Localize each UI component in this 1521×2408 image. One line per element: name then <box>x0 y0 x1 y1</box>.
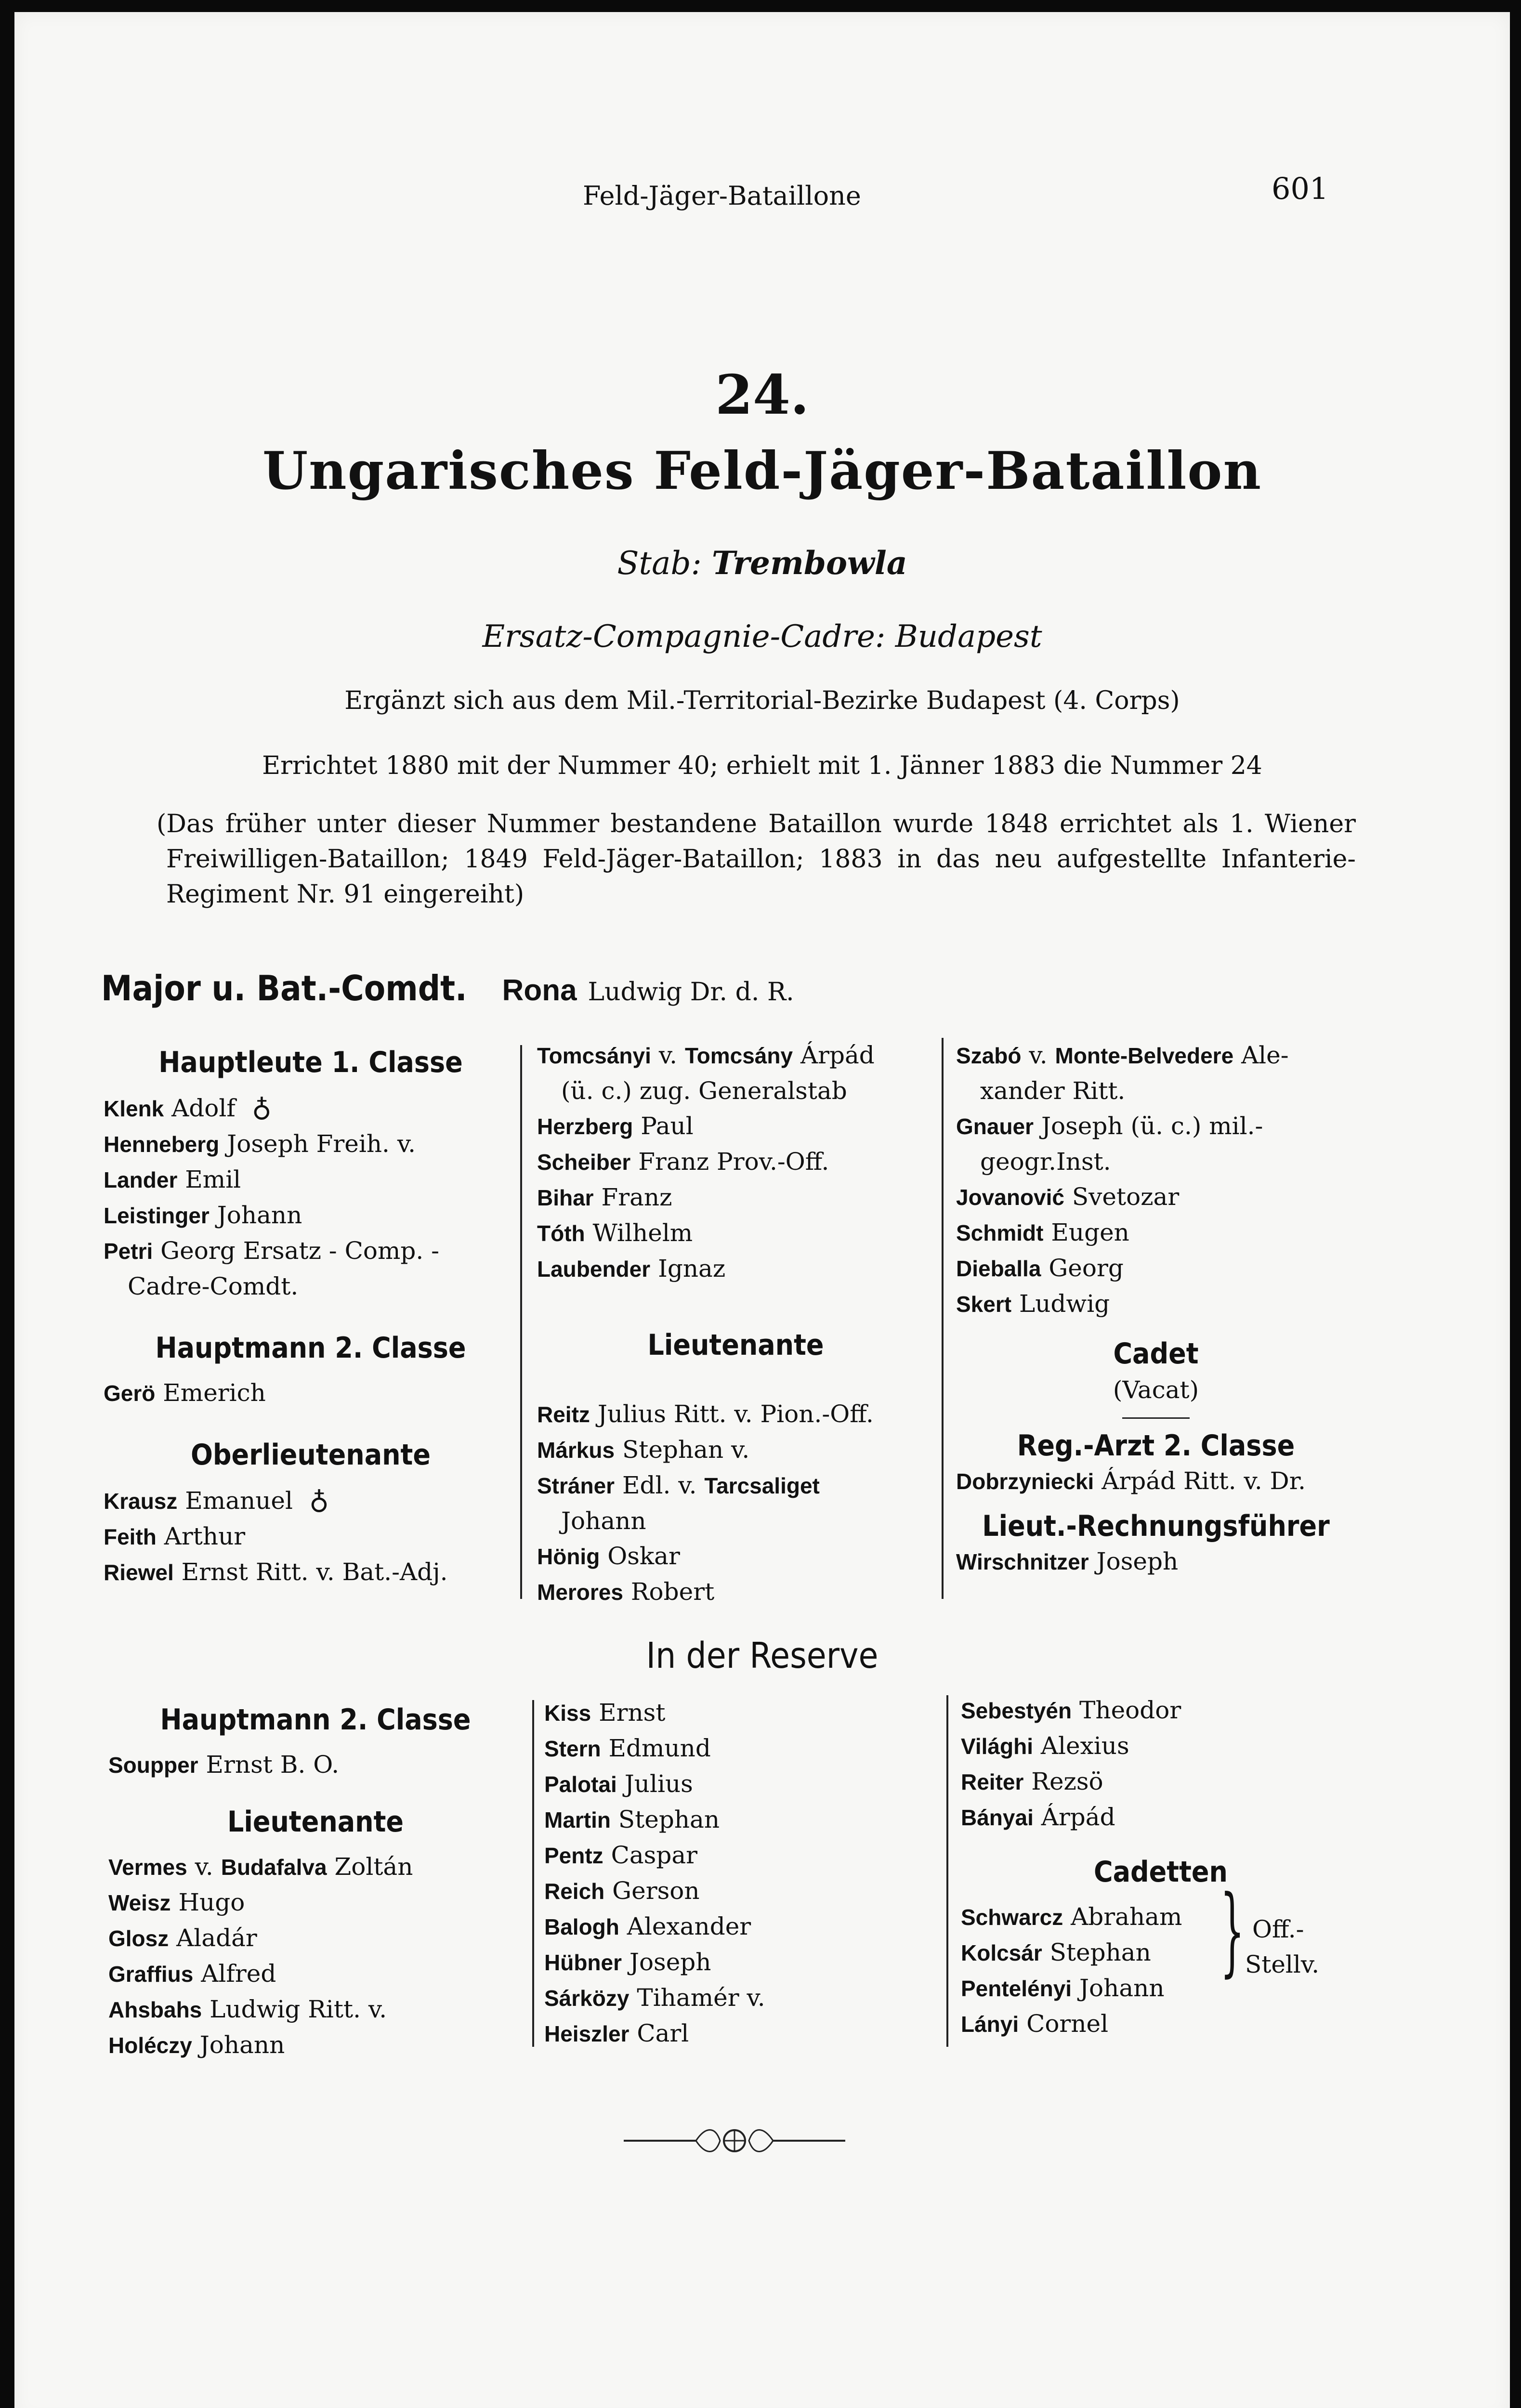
given-name: Emil <box>185 1165 241 1193</box>
heading-cadetten: Cadetten <box>1094 1855 1228 1889</box>
given-name: Abraham <box>1071 1903 1182 1931</box>
surname: Reiter <box>961 1769 1024 1794</box>
given-name: Franz <box>601 1183 672 1211</box>
reserve-column-1 <box>108 1702 523 2063</box>
list-item <box>108 1956 523 1992</box>
list-item <box>544 1873 939 1909</box>
given-name: Oskar <box>607 1542 680 1570</box>
surname: Tóth <box>537 1221 585 1246</box>
errichtet-line: Errichtet 1880 mit der Nummer 40; erhielt mit 1. Jänner 1883 die Nummer 24 <box>262 751 1262 780</box>
column-rule <box>942 1038 944 1599</box>
given-name: Hugo <box>178 1888 245 1916</box>
list-item <box>537 1539 934 1574</box>
given-name: Joseph Freih. v. <box>227 1130 416 1158</box>
list-item <box>537 1397 934 1432</box>
list-item <box>537 1574 934 1610</box>
given-name: v. <box>195 1853 213 1881</box>
given-name: Gerson <box>612 1877 700 1905</box>
given-name: Tihamér v. <box>637 1984 765 2012</box>
reserve-column-2 <box>544 1695 939 2052</box>
decoration-icon: ♁ <box>251 1092 272 1123</box>
surname: Leistinger <box>104 1203 210 1228</box>
list-item <box>537 1144 934 1180</box>
list-reg-arzt <box>956 1464 1356 1499</box>
given-name: Adolf <box>171 1094 236 1122</box>
given-name: Emerich <box>163 1379 266 1407</box>
list-item <box>961 2006 1361 2042</box>
list-item <box>108 1747 523 1783</box>
surname: Balogh <box>544 1914 619 1939</box>
list-item <box>956 1544 1356 1580</box>
active-column-2 <box>537 1038 934 1610</box>
surname: Ahsbahs <box>108 1997 202 2022</box>
list-reserve-2 <box>544 1695 939 2052</box>
surname: Weisz <box>108 1890 171 1915</box>
given-name: Ernst <box>599 1699 666 1727</box>
surname: Bányai <box>961 1805 1034 1830</box>
list-item <box>108 1885 523 1921</box>
given-name: Stephan <box>618 1806 720 1833</box>
list-item <box>104 1198 518 1233</box>
given-name: Edl. v. <box>622 1471 697 1499</box>
commander-name: Rona <box>502 974 577 1007</box>
surname: Skert <box>956 1292 1012 1317</box>
surname-predicate: Budafalva <box>221 1855 327 1880</box>
list-item <box>104 1162 518 1198</box>
surname: Reich <box>544 1879 605 1904</box>
heading-hauptmann-2: Hauptmann 2. Classe <box>155 1331 466 1365</box>
surname: Krausz <box>104 1489 178 1514</box>
surname: Reitz <box>537 1402 590 1427</box>
given-name: Johann <box>217 1201 302 1229</box>
given-name: Árpád Ritt. v. Dr. <box>1101 1467 1306 1495</box>
surname-predicate: Tarcsaliget <box>704 1473 820 1498</box>
given-name: Alexander <box>627 1912 751 1940</box>
given-name: Carl <box>637 2019 689 2047</box>
given-name: Cornel <box>1026 2010 1109 2038</box>
list-item-continuation: geogr.Inst. <box>980 1148 1111 1176</box>
heading-reserve-hauptmann-2: Hauptmann 2. Classe <box>160 1703 471 1737</box>
list-item <box>537 1109 934 1144</box>
ersatz-line: Ersatz-Compagnie-Cadre: Budapest <box>482 619 1042 654</box>
list-reserve-3 <box>961 1693 1361 1835</box>
list-item <box>544 1909 939 1945</box>
history-note: (Das früher unter dieser Nummer bestandene Bataillon wurde 1848 errichtet als 1. Wiener Freiwilligen-Bataillon; 1849 Feld-Jäger-Bataillon; 1883 in das neu aufgestellte Infanterie-Regiment Nr. 91 eingereiht) <box>157 810 1356 909</box>
list-item <box>956 1038 1356 1073</box>
surname: Kiss <box>544 1701 591 1726</box>
given-name: Julius Ritt. v. Pion.-Off. <box>597 1400 874 1428</box>
surname: Laubender <box>537 1256 651 1282</box>
reserve-heading: In der Reserve <box>646 1635 879 1676</box>
given-name: Theodor <box>1079 1696 1181 1724</box>
surname: Sárközy <box>544 1986 629 2011</box>
given-name: Arthur <box>164 1522 246 1550</box>
list-item <box>961 1693 1361 1728</box>
list-item <box>537 1180 934 1216</box>
surname: Márkus <box>537 1438 615 1463</box>
surname: Petri <box>104 1239 153 1264</box>
surname: Klenk <box>104 1096 164 1121</box>
cadet-vacat: (Vacat) <box>1113 1376 1199 1404</box>
surname: Kolcsár <box>961 1940 1042 1965</box>
list-item <box>537 1468 934 1504</box>
surname: Stern <box>544 1736 601 1761</box>
surname-predicate: Monte-Belvedere <box>1055 1043 1234 1068</box>
list-lieutenante-cont <box>956 1038 1356 1322</box>
surname: Sebestyén <box>961 1698 1072 1723</box>
given-name: Joseph <box>629 1948 711 1976</box>
stab-line <box>14 544 1510 582</box>
active-column-1 <box>104 1045 518 1590</box>
list-reserve-hauptmann-2 <box>108 1747 523 1783</box>
surname: Scheiber <box>537 1150 631 1175</box>
given-name: Joseph <box>1096 1547 1179 1575</box>
column-rule <box>532 1700 534 2047</box>
column-rule <box>520 1045 522 1599</box>
list-item <box>108 2028 523 2063</box>
list-item <box>108 1921 523 1956</box>
list-item <box>544 1802 939 1838</box>
list-item <box>544 1980 939 2016</box>
commander-given: Ludwig Dr. d. R. <box>588 978 794 1007</box>
heading-oberlieutenante: Oberlieutenante <box>191 1438 431 1472</box>
stab-value: Trembowla <box>711 544 907 582</box>
surname: Hönig <box>537 1544 600 1569</box>
surname: Világhi <box>961 1734 1033 1759</box>
list-hauptmann-2 <box>104 1375 518 1411</box>
list-item <box>544 2016 939 2052</box>
surname: Lányi <box>961 2012 1019 2037</box>
column-rule <box>946 1695 948 2047</box>
given-name: Árpád <box>800 1041 875 1069</box>
list-item <box>104 1090 518 1126</box>
given-name: Edmund <box>608 1734 711 1762</box>
surname: Vermes <box>108 1855 187 1880</box>
list-oberlieutenante-cont <box>537 1038 934 1287</box>
surname: Gnauer <box>956 1114 1034 1139</box>
list-item <box>108 1849 523 1885</box>
list-item <box>544 1767 939 1802</box>
list-item <box>537 1432 934 1468</box>
list-rechnungsfuehrer <box>956 1544 1356 1580</box>
surname: Feith <box>104 1524 157 1549</box>
given-name: Svetozar <box>1072 1183 1180 1211</box>
given-name: Ignaz <box>658 1255 726 1283</box>
heading-lieutenante: Lieutenante <box>647 1328 824 1362</box>
surname: Holéczy <box>108 2033 192 2058</box>
list-item <box>956 1109 1356 1144</box>
surname: Dobrzyniecki <box>956 1469 1094 1494</box>
surname: Pentelényi <box>961 1976 1072 2001</box>
stab-label: Stab: <box>617 545 702 582</box>
given-name: Alexius <box>1040 1732 1129 1760</box>
list-item <box>544 1945 939 1980</box>
surname: Glosz <box>108 1926 169 1951</box>
list-item <box>104 1375 518 1411</box>
list-item <box>544 1695 939 1731</box>
list-item <box>956 1286 1356 1322</box>
list-item-continuation: (ü. c.) zug. Generalstab <box>561 1077 847 1105</box>
surname: Heiszler <box>544 2021 629 2046</box>
list-item <box>108 1992 523 2028</box>
list-item-continuation: Johann <box>561 1507 646 1535</box>
surname: Bihar <box>537 1185 594 1210</box>
given-name: v. <box>1029 1041 1048 1069</box>
given-name: Georg <box>1049 1254 1124 1282</box>
given-name: Stephan v. <box>622 1436 750 1464</box>
given-name: v. <box>658 1041 678 1069</box>
given-name: Georg Ersatz - Comp. - <box>160 1237 440 1265</box>
surname: Pentz <box>544 1843 603 1868</box>
ornament-divider <box>624 2119 845 2162</box>
heading-reg-arzt: Reg.-Arzt 2. Classe <box>1017 1429 1295 1463</box>
given-name: Ale- <box>1241 1041 1289 1069</box>
surname: Riewel <box>104 1560 174 1585</box>
list-item <box>956 1464 1356 1499</box>
surname: Stráner <box>537 1473 615 1498</box>
reserve-column-3 <box>961 1693 1361 2042</box>
surname-predicate: Tomcsány <box>684 1043 793 1068</box>
given-name: Árpád <box>1041 1803 1115 1831</box>
surname: Soupper <box>108 1753 198 1778</box>
given-name: Julius <box>624 1770 693 1798</box>
list-item-continuation: Cadre-Comdt. <box>128 1272 299 1300</box>
given-name: Emanuel <box>185 1487 293 1515</box>
brace-note-off: Off.- <box>1252 1915 1304 1943</box>
given-name: Ernst B. O. <box>206 1751 340 1779</box>
list-item <box>104 1555 518 1590</box>
given-name: Ludwig Ritt. v. <box>210 1995 387 2023</box>
surname: Martin <box>544 1807 611 1832</box>
surname: Graffius <box>108 1962 194 1987</box>
surname: Szabó <box>956 1043 1022 1068</box>
brace-note-stellv: Stellv. <box>1245 1950 1320 1978</box>
surname: Gerö <box>104 1381 156 1406</box>
list-reserve-lieutenante <box>108 1849 523 2063</box>
list-item-continuation: xander Ritt. <box>980 1077 1126 1105</box>
list-item <box>961 1728 1361 1764</box>
given-name: Stephan <box>1049 1938 1151 1966</box>
page-number: 601 <box>1272 171 1329 206</box>
list-item <box>956 1251 1356 1286</box>
given-name: Aladár <box>176 1924 257 1952</box>
list-item <box>961 1764 1361 1800</box>
heading-cadet: Cadet <box>1113 1337 1199 1371</box>
given-name: Ludwig <box>1019 1290 1110 1318</box>
heading-hauptleute-1: Hauptleute 1. Classe <box>158 1046 463 1079</box>
surname: Merores <box>537 1580 623 1605</box>
surname: Tomcsányi <box>537 1043 651 1068</box>
decoration-icon: ♁ <box>309 1484 329 1516</box>
list-item <box>956 1215 1356 1251</box>
list-oberlieutenante <box>104 1482 518 1590</box>
list-item <box>537 1038 934 1073</box>
list-item <box>544 1838 939 1873</box>
given-name: Franz Prov.-Off. <box>638 1148 829 1176</box>
list-item <box>104 1519 518 1555</box>
active-column-3 <box>956 1038 1356 1580</box>
list-hauptleute-1 <box>104 1090 518 1304</box>
surname: Schmidt <box>956 1220 1044 1245</box>
given-name: Johann <box>1079 1974 1165 2002</box>
given-name: Johann <box>199 2031 285 2059</box>
surname: Henneberg <box>104 1132 220 1157</box>
given-name: Eugen <box>1051 1218 1129 1246</box>
list-item <box>956 1179 1356 1215</box>
given-name: Paul <box>641 1112 694 1140</box>
given-name: Wilhelm <box>592 1219 693 1247</box>
heading-rechnungsfuehrer: Lieut.-Rechnungsführer <box>982 1509 1330 1543</box>
list-item <box>104 1126 518 1162</box>
surname: Jovanović <box>956 1185 1064 1210</box>
list-item <box>537 1251 934 1287</box>
battalion-title: Ungarisches Feld-Jäger-Bataillon <box>262 441 1262 501</box>
given-name: Robert <box>630 1578 715 1606</box>
given-name: Ernst Ritt. v. Bat.-Adj. <box>181 1558 448 1586</box>
given-name: Alfred <box>201 1960 276 1988</box>
given-name: Zoltán <box>334 1853 413 1881</box>
cadetten-brace: } <box>1220 1875 1245 1987</box>
surname: Wirschnitzer <box>956 1549 1089 1574</box>
given-name: Caspar <box>611 1841 698 1869</box>
commander-line <box>101 968 794 1008</box>
list-item <box>961 1800 1361 1835</box>
surname: Lander <box>104 1167 178 1192</box>
running-head: Feld-Jäger-Bataillone <box>583 181 861 211</box>
short-rule <box>1122 1417 1190 1419</box>
surname: Palotai <box>544 1772 617 1797</box>
list-lieutenante <box>537 1397 934 1610</box>
book-page <box>14 12 1510 2408</box>
heading-reserve-lieutenante: Lieutenante <box>227 1805 404 1839</box>
erganzt-line: Ergänzt sich aus dem Mil.-Territorial-Bezirke Budapest (4. Corps) <box>344 686 1180 715</box>
list-item <box>104 1482 518 1519</box>
list-item <box>537 1216 934 1251</box>
surname: Schwarcz <box>961 1905 1063 1930</box>
given-name: Rezsö <box>1031 1767 1103 1795</box>
given-name: Joseph (ü. c.) mil.- <box>1041 1112 1263 1140</box>
list-item <box>104 1233 518 1269</box>
battalion-number: 24. <box>715 364 809 427</box>
surname: Hübner <box>544 1950 622 1975</box>
surname: Dieballa <box>956 1256 1041 1281</box>
commander-rank: Major u. Bat.-Comdt. <box>101 968 467 1008</box>
list-item <box>544 1731 939 1767</box>
surname: Herzberg <box>537 1114 633 1139</box>
